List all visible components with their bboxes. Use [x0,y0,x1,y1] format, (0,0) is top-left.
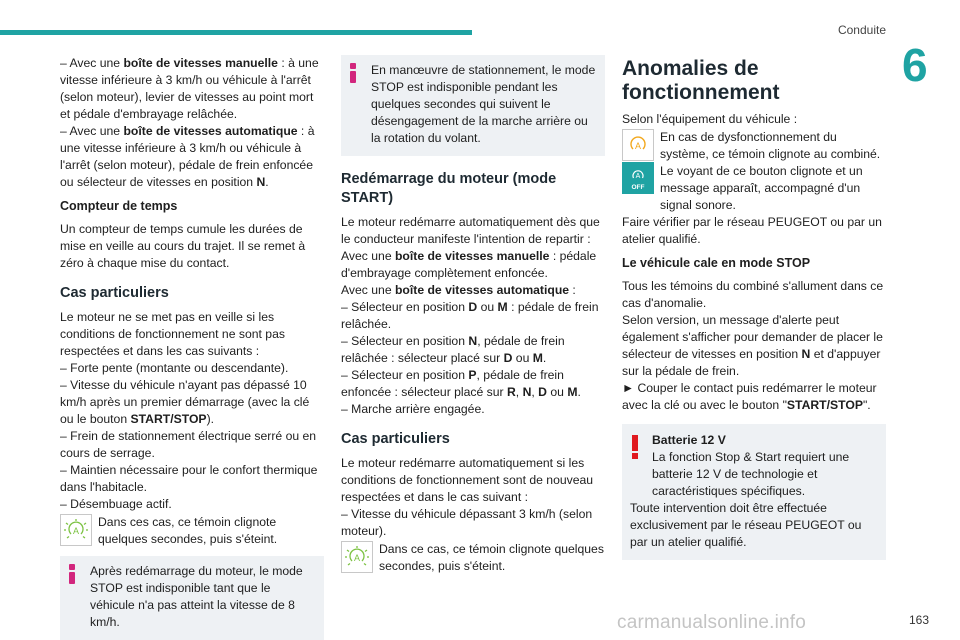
note-text: La fonction Stop & Start requiert une batterie 12 V de technologie et caractéristiques spécifiques. [652,450,850,498]
cas-item: – Frein de stationnement électrique serré ou en cours de serrage. [60,429,317,460]
column-1 [60,55,324,640]
svg-text:A: A [72,526,80,536]
anomalies-text-group [660,129,886,214]
info-icon [68,564,77,584]
temoin-text: Dans ces cas, ce témoin clignote quelques secondes, puis s'éteint. [98,515,278,546]
stop-start-off-button-icon [622,162,654,194]
cale-text: Selon version, un message d'alerte peut également s'afficher pour demander de placer le sélecteur de vitesses en position N et d'appuyer sur la pédale de frein. [622,313,883,378]
chapter-number: 6 [902,39,928,91]
heading-anomalies: Anomalies de fonctionnement [622,57,780,104]
cale-text: Tous les témoins du combiné s'allument dans ce cas d'anomalie. [622,279,884,310]
svg-text:A: A [635,173,641,180]
anomalies-intro: Selon l'équipement du véhicule : [622,112,798,126]
anomalies-icons [622,129,654,194]
header-accent-bar [0,30,472,35]
heading-cas-particuliers: Cas particuliers [60,285,169,301]
page-number: 163 [908,613,929,627]
temoin-text: Dans ce cas, ce témoin clignote quelques secondes, puis s'éteint. [379,542,604,573]
cas-item: – Désembuage actif. [60,497,172,511]
paragraph-manual: – Avec une boîte de vitesses manuelle : à une vitesse inférieure à 3 km/h ou véhicule à l'arrêt (selon moteur), levier de vitesses au point mort et pédale d'embrayage relâchée. [60,56,319,121]
info-note [60,556,324,640]
warning-icon [630,435,640,459]
svg-text:A: A [353,553,361,563]
anomalies-text: En cas de dysfonctionnement du système, ce témoin clignote au combiné. [660,130,881,161]
redem-paragraph: Avec une boîte de vitesses automatique : [341,283,576,297]
cas-item: – Maintien nécessaire pour le confort thermique dans l'habitacle. [60,463,318,494]
info-note [341,55,605,156]
redem-paragraph: Avec une boîte de vitesses manuelle : pédale d'embrayage complètement enfoncée. [341,249,597,280]
heading-redemarrage: Redémarrage du moteur (mode START) [341,171,557,206]
warning-note [622,424,886,560]
temoin-row [60,514,324,548]
redem-item: – Sélecteur en position D ou M : pédale de frein relâchée. [341,300,599,331]
column-2 [341,55,605,575]
cas-item: – Vitesse du véhicule n'ayant pas dépassé 10 km/h après un premier démarrage (avec la clé ou le bouton START/STOP). [60,378,310,426]
note-text: En manœuvre de stationnement, le mode STOP est indisponible pendant les quelques secondes qui suivent le désengagement de la marche arrière ou la rotation du volant. [371,63,596,145]
cale-action: ► Couper le contact puis redémarrer le moteur avec la clé ou avec le bouton "START/STOP". [622,381,877,412]
note-text: Après redémarrage du moteur, le mode STOP est indisponible tant que le véhicule n'a pas atteint la vitesse de 8 km/h. [90,564,303,629]
redem-item: – Sélecteur en position N, pédale de frein relâchée : sélecteur placé sur D ou M. [341,334,565,365]
cas-item: – Forte pente (montante ou descendante). [60,361,289,375]
heading-cas-particuliers: Cas particuliers [341,431,450,447]
section-title: Conduite [837,23,886,37]
stop-start-icon [60,514,92,546]
svg-text:OFF: OFF [631,184,645,191]
anomalies-text: Le voyant de ce bouton clignote et un message apparaît, accompagné d'un signal sonore. [660,164,863,212]
redem-paragraph: Le moteur redémarre automatiquement dès que le conducteur manifeste l'intention de repartir : [341,215,600,246]
info-icon [349,63,358,83]
heading-cale-stop: Le véhicule cale en mode STOP [622,256,811,270]
paragraph-compteur: Un compteur de temps cumule les durées de mise en veille au cours du trajet. Il se remet à zéro à chaque mise du contact. [60,222,306,270]
note-text: Toute intervention doit être effectuée exclusivement par le réseau PEUGEOT ou par un atelier qualifié. [630,501,862,549]
anomalies-text: Faire vérifier par le réseau PEUGEOT ou par un atelier qualifié. [622,215,882,246]
anomalies-temoin-row [622,129,886,214]
stop-start-icon [622,129,654,161]
temoin-row [341,541,605,575]
cas-paragraph: Le moteur redémarre automatiquement si les conditions de fonctionnement sont de nouveau respectées et dans le cas suivant : [341,456,594,504]
column-3 [622,55,886,560]
cas-item: – Vitesse du véhicule dépassant 3 km/h (selon moteur). [341,507,593,538]
paragraph-auto: – Avec une boîte de vitesses automatique : à une vitesse inférieure à 3 km/h ou véhicule à l'arrêt (selon moteur), pédale de frein enfoncée ou sélecteur de vitesses en position N. [60,124,315,189]
redem-item: – Sélecteur en position P, pédale de frein enfoncée : sélecteur placé sur R, N, D ou M. [341,368,581,399]
redem-item: – Marche arrière engagée. [341,402,485,416]
stop-start-icon [341,541,373,573]
cas-intro: Le moteur ne se met pas en veille si les conditions de fonctionnement ne sont pas respectées et dans les cas suivants : [60,310,285,358]
heading-compteur: Compteur de temps [60,199,178,213]
svg-text:A: A [634,141,642,151]
note-title: Batterie 12 V [652,433,726,447]
watermark: carmanualsonline.info [617,612,807,633]
